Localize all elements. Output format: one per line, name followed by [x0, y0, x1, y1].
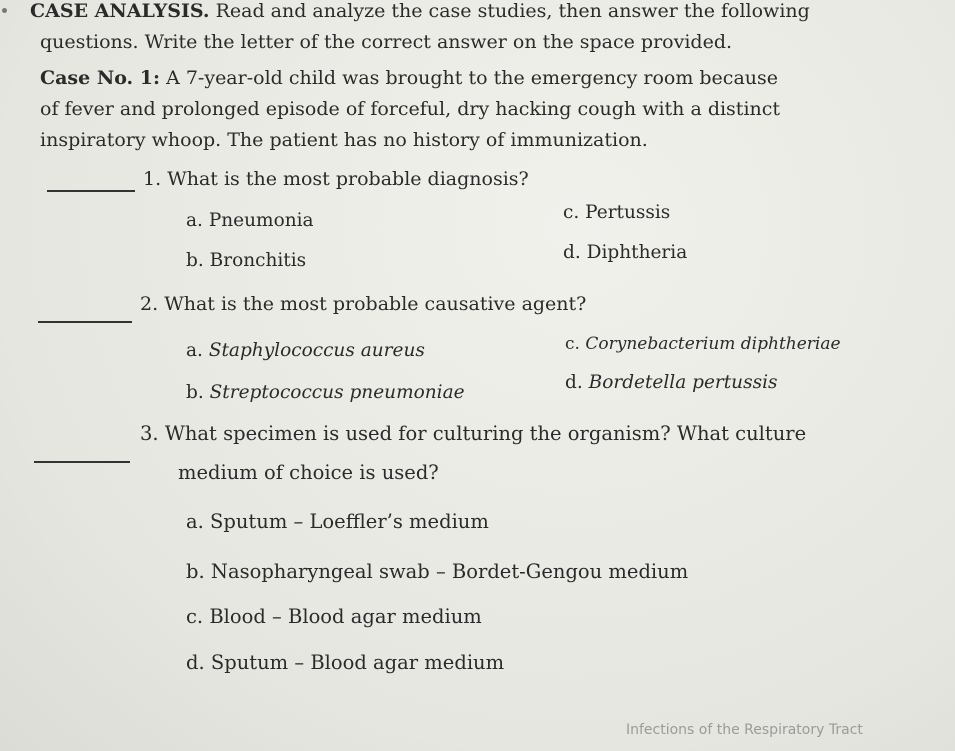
- option-3c: c. Blood – Blood agar medium: [186, 605, 482, 628]
- option-2a: a. Staphylococcus aureus: [186, 340, 425, 361]
- option-3d: d. Sputum – Blood agar medium: [186, 651, 505, 674]
- option-1a: a. Pneumonia: [186, 210, 314, 231]
- option-3a: a. Sputum – Loeffler’s medium: [186, 510, 489, 533]
- bullet-dot: [2, 8, 7, 13]
- question-text: What is the most probable diagnosis?: [167, 168, 529, 190]
- instructions-line-1: [30, 0, 810, 22]
- question-3-line-2: medium of choice is used?: [178, 461, 439, 484]
- option-2b: b. Streptococcus pneumoniae: [186, 382, 465, 403]
- question-number: 2.: [140, 293, 159, 315]
- answer-blank-2[interactable]: [38, 321, 132, 323]
- page-footer: Infections of the Respiratory Tract: [626, 722, 863, 738]
- case-line-1: [40, 67, 778, 89]
- case-text: A 7-year-old child was brought to the emergency room because: [166, 67, 779, 89]
- case-line-2: of fever and prolonged episode of forceful, dry hacking cough with a distinct: [40, 98, 781, 120]
- question-text: What specimen is used for culturing the organism? What culture: [164, 422, 807, 445]
- question-1: [143, 168, 529, 190]
- case-line-3: inspiratory whoop. The patient has no history of immunization.: [40, 129, 648, 151]
- option-2d: d. Bordetella pertussis: [565, 372, 778, 393]
- question-3-line-1: [140, 422, 806, 445]
- instructions-text: Read and analyze the case studies, then answer the following: [215, 0, 810, 22]
- question-number: 3.: [140, 422, 159, 445]
- case-label: Case No. 1:: [40, 67, 161, 89]
- option-1c: c. Pertussis: [563, 202, 671, 223]
- answer-blank-1[interactable]: [47, 190, 135, 192]
- question-number: 1.: [143, 168, 162, 190]
- question-text: What is the most probable causative agent?: [164, 293, 587, 315]
- option-1b: b. Bronchitis: [186, 250, 307, 271]
- option-1d: d. Diphtheria: [563, 242, 688, 263]
- instructions-heading: CASE ANALYSIS.: [30, 0, 210, 22]
- option-3b: b. Nasopharyngeal swab – Bordet-Gengou medium: [186, 560, 689, 583]
- answer-blank-3[interactable]: [34, 461, 130, 463]
- question-2: [140, 293, 586, 315]
- instructions-line-2: questions. Write the letter of the correct answer on the space provided.: [40, 31, 733, 53]
- option-2c: c. Corynebacterium diphtheriae: [565, 334, 841, 354]
